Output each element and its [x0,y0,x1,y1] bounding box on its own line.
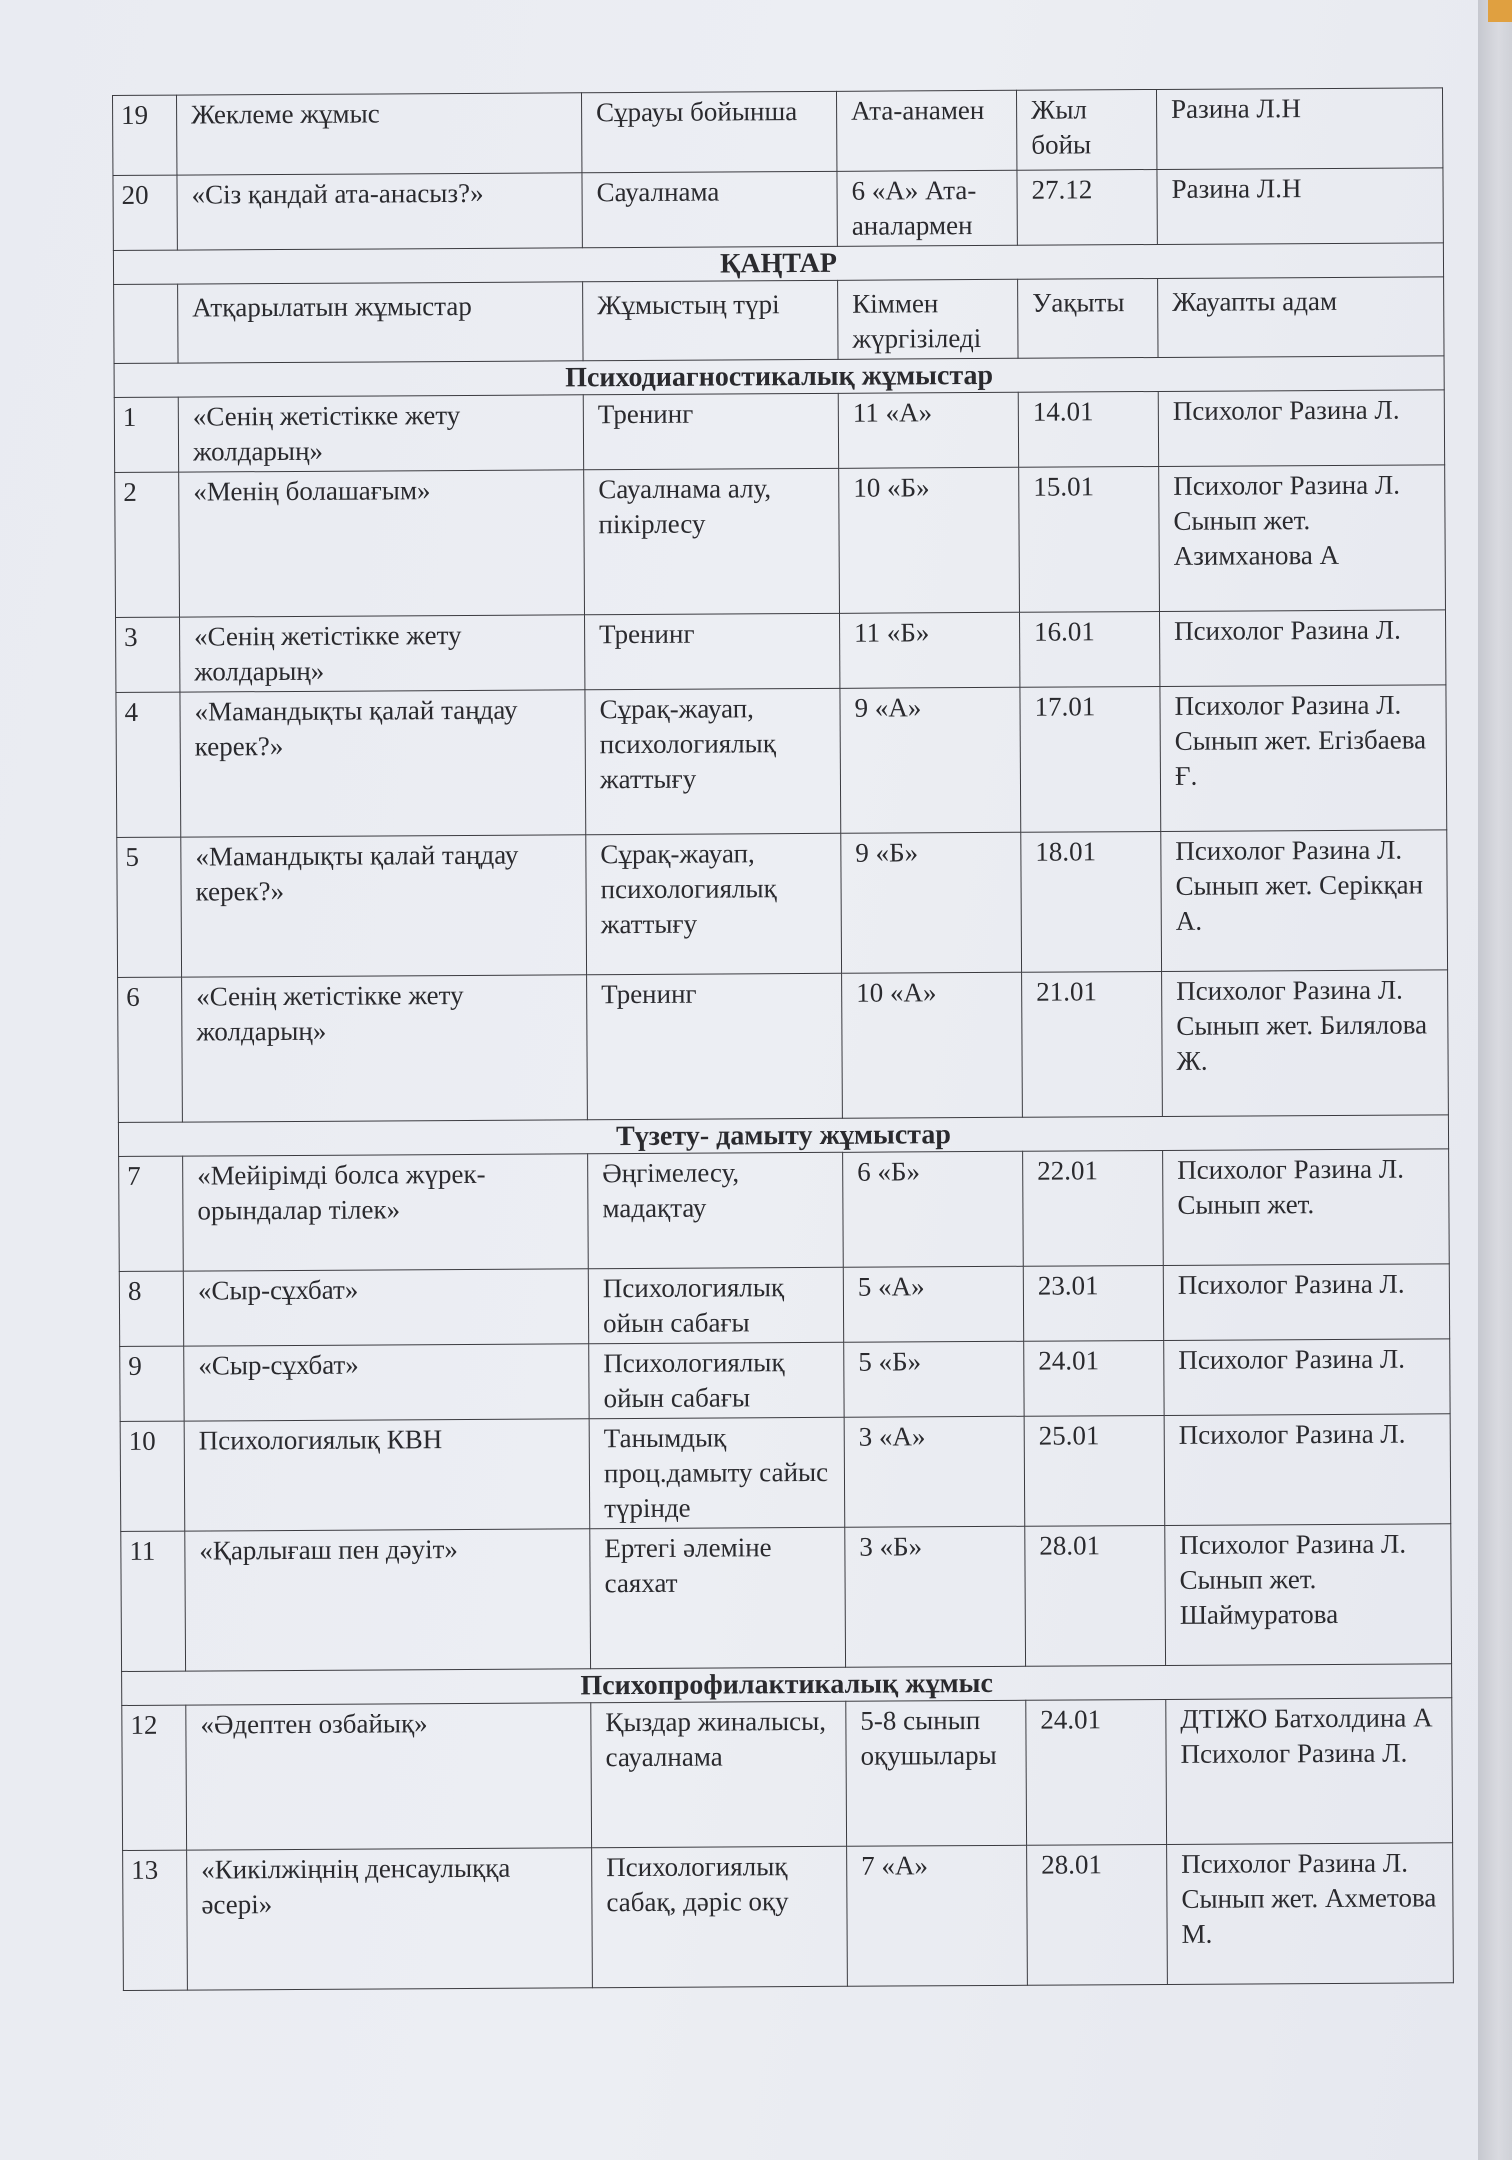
work-responsible: Разина Л.Н [1157,168,1443,245]
plan-table [112,87,1454,1991]
work-date: 18.01 [1021,831,1162,972]
work-date: 24.01 [1024,1340,1164,1416]
row-number: 3 [116,617,180,692]
work-title: Психологиялық КВН [184,1419,590,1531]
work-date: 23.01 [1023,1265,1163,1341]
work-type: Сұрауы бойынша [581,91,836,172]
work-type: Сұрақ-жауап, психологиялық жаттығу [585,688,841,834]
row-number: 1 [114,397,178,472]
work-type: Танымдық проц.дамыту сайыс түрінде [589,1417,845,1528]
table-row [116,610,1446,693]
work-with: Ата-анамен [836,90,1016,171]
work-type: Сұрақ-жауап, психологиялық жаттығу [586,833,842,974]
header-title: Атқарылатын жұмыстар [178,282,583,363]
table-row [122,1698,1453,1851]
work-with: 9 «А» [840,687,1021,833]
work-with: 10 «А» [842,972,1023,1118]
row-number: 9 [120,1346,184,1421]
work-title: Жеклеме жұмыс [177,93,582,175]
row-number: 2 [115,472,180,617]
work-with: 7 «А» [847,1845,1028,1986]
section-heading: Психопрофилактикалық жұмыс [122,1664,1452,1706]
work-type: Сауалнама алу, пікірлесу [584,468,840,614]
work-date: 16.01 [1019,611,1159,687]
work-type: Тренинг [583,393,838,469]
work-responsible: ДТІЖО Батхолдина А Психолог Разина Л. [1166,1698,1453,1845]
work-date: 21.01 [1022,971,1163,1117]
column-header-row [114,277,1444,364]
work-responsible: Психолог Разина Л. [1158,390,1444,467]
work-responsible: Психолог Разина Л. Сынып жет. Серікқан А. [1161,830,1448,972]
row-number: 4 [116,692,181,837]
header-number [114,284,178,363]
work-date: 24.01 [1026,1699,1167,1845]
work-date: Жыл бойы [1016,89,1156,170]
work-title: «Сенің жетістікке жету жолдарың» [180,615,585,692]
work-title: «Сыр-сұхбат» [184,1344,589,1421]
work-title: «Сыр-сұхбат» [183,1269,588,1346]
work-title: «Кикілжіңнің денсаулыққа әсері» [187,1848,593,1990]
work-with: 3 «А» [844,1416,1025,1527]
work-type: Ертегі әлеміне саяхат [590,1527,846,1668]
work-with: 11 «Б» [839,612,1019,688]
table-row [123,1843,1454,1991]
work-with: 3 «Б» [845,1526,1026,1667]
section-heading: Психодиагностикалық жұмыстар [114,356,1444,398]
work-type: Сауалнама [582,171,837,247]
work-title: «Мамандықты қалай таңдау керек?» [180,690,586,837]
work-responsible: Психолог Разина Л. [1159,610,1445,687]
work-date: 15.01 [1019,466,1160,612]
work-date: 28.01 [1025,1525,1166,1666]
work-with: 6 «Б» [843,1151,1024,1267]
work-with: 5 «Б» [844,1341,1024,1417]
work-date: 17.01 [1020,686,1161,832]
table-row [119,1149,1450,1272]
work-responsible: Психолог Разина Л. Сынып жет. [1163,1149,1450,1266]
plan-table-body [113,88,1454,1991]
row-number: 7 [119,1156,184,1271]
work-type: Тренинг [587,973,843,1119]
row-number: 5 [117,837,182,977]
table-row [115,465,1446,618]
row-number: 20 [113,175,177,250]
work-responsible: Разина Л.Н [1156,88,1442,170]
month-heading: ҚАҢТАР [113,243,1443,285]
work-responsible: Психолог Разина Л. Сынып жет. Егізбаева Ғ. [1160,685,1447,832]
table-row [113,88,1443,176]
work-type: Қыздар жиналысы, сауалнама [591,1701,847,1847]
work-title: «Қарлығаш пен дәуіт» [185,1529,591,1671]
work-responsible: Психолог Разина Л. Сынып жет. Шаймуратова [1165,1524,1452,1666]
header-date: Уақыты [1018,278,1158,358]
header-type: Жұмыстың түрі [583,280,838,360]
header-with: Кіммен жүргізіледі [838,279,1018,359]
work-with: 6 «А» Ата-аналармен [837,170,1017,246]
work-responsible: Психолог Разина Л. Сынып жет. Ахметова М. [1167,1843,1454,1985]
work-with: 10 «Б» [839,467,1020,613]
table-row [119,1264,1449,1347]
row-number: 8 [119,1271,183,1346]
work-responsible: Психолог Разина Л. Сынып жет. Билялова Ж. [1162,970,1449,1117]
row-number: 11 [121,1531,186,1671]
work-date: 27.12 [1017,169,1157,245]
work-date: 22.01 [1023,1150,1164,1266]
work-responsible: Психолог Разина Л. [1164,1414,1451,1526]
row-number: 6 [118,977,183,1122]
corner-object [1488,0,1512,22]
page-edge-background [1478,0,1512,2160]
work-responsible: Психолог Разина Л. [1164,1339,1450,1416]
table-row [113,168,1443,251]
table-row [114,390,1444,473]
header-responsible: Жауапты адам [1158,277,1444,358]
table-row [120,1414,1451,1532]
work-title: «Менің болашағым» [179,470,585,617]
work-date: 25.01 [1024,1415,1165,1526]
work-with: 11 «А» [838,392,1018,468]
work-responsible: Психолог Разина Л. [1163,1264,1449,1341]
work-with: 5 «А» [843,1266,1023,1342]
work-type: Психологиялық ойын сабағы [589,1342,844,1418]
work-with: 9 «Б» [841,832,1022,973]
row-number: 13 [123,1850,188,1990]
work-title: «Сенің жетістікке жету жолдарың» [182,975,588,1122]
work-title: «Мейірімді болса жүрек- орындалар тілек» [183,1154,589,1271]
row-number: 19 [113,95,177,175]
table-row [116,685,1447,838]
row-number: 10 [120,1421,185,1531]
row-number: 12 [122,1705,187,1850]
work-type: Психологиялық ойын сабағы [588,1267,843,1343]
work-type: Әңгімелесу, мадақтау [588,1152,844,1268]
work-type: Психологиялық сабақ, дәріс оқу [592,1846,848,1987]
table-row [121,1524,1452,1672]
work-date: 28.01 [1027,1844,1168,1985]
section-heading: Түзету- дамыту жұмыстар [118,1115,1448,1157]
work-type: Тренинг [585,613,840,689]
table-row [117,830,1448,978]
work-title: «Мамандықты қалай таңдау керек?» [181,835,587,977]
table-row [120,1339,1450,1422]
work-responsible: Психолог Разина Л. Сынып жет. Азимханова А [1159,465,1446,612]
work-title: «Әдептен озбайық» [186,1703,592,1850]
work-title: «Сенің жетістікке жету жолдарың» [178,395,583,472]
work-with: 5-8 сынып оқушылары [846,1700,1027,1846]
table-row [118,970,1449,1123]
work-title: «Сіз қандай ата-анасыз?» [177,173,582,250]
work-date: 14.01 [1018,391,1158,467]
